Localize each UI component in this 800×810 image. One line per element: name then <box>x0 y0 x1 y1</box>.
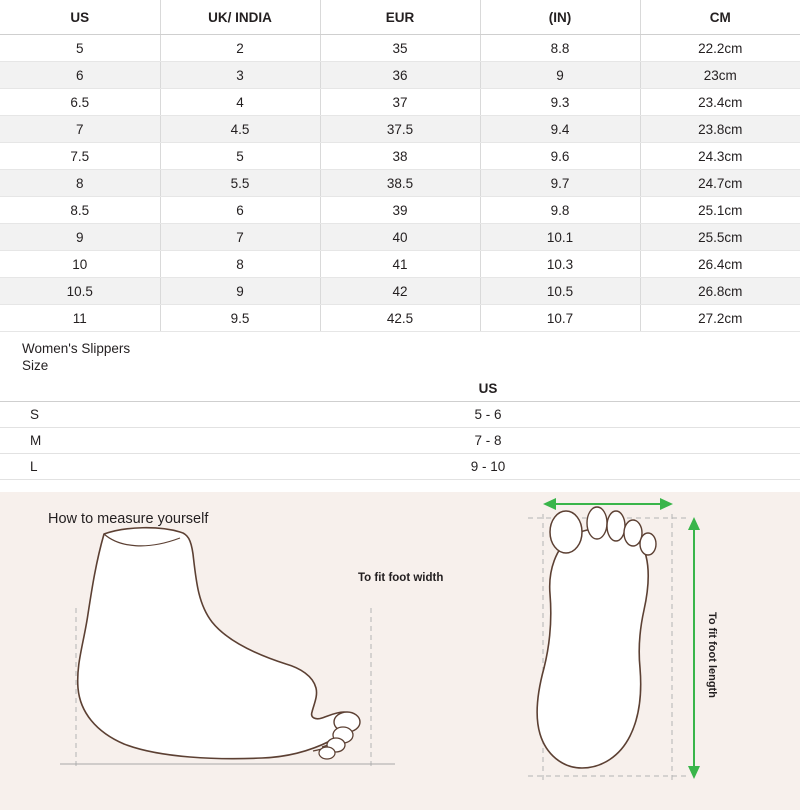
side-foot-illustration <box>60 528 395 770</box>
cell-eur: 42.5 <box>320 305 480 332</box>
table-row <box>0 224 800 251</box>
table-row <box>0 62 800 89</box>
cell-eur: 41 <box>320 251 480 278</box>
table-row <box>0 170 800 197</box>
cell-uk: 5 <box>160 143 320 170</box>
cell-in: 10.7 <box>480 305 640 332</box>
cell-us: 6 <box>0 62 160 89</box>
slippers-cell-empty <box>576 402 800 428</box>
table-row <box>0 454 800 480</box>
fit-foot-width-label: To fit foot width <box>358 572 444 584</box>
table-row <box>0 143 800 170</box>
cell-cm: 24.7cm <box>640 170 800 197</box>
slippers-size-table <box>0 376 800 480</box>
length-arrow-icon <box>688 517 700 779</box>
column-header-in: (IN) <box>480 0 640 35</box>
cell-in: 9.7 <box>480 170 640 197</box>
cell-eur: 37.5 <box>320 116 480 143</box>
cell-eur: 40 <box>320 224 480 251</box>
slippers-cell-empty <box>576 428 800 454</box>
cell-uk: 6 <box>160 197 320 224</box>
cell-us: 5 <box>0 35 160 62</box>
cell-us: 8.5 <box>0 197 160 224</box>
slippers-cell-empty <box>576 454 800 480</box>
cell-eur: 35 <box>320 35 480 62</box>
cell-in: 9.6 <box>480 143 640 170</box>
cell-us: 6.5 <box>0 89 160 116</box>
cell-eur: 37 <box>320 89 480 116</box>
cell-in: 9.4 <box>480 116 640 143</box>
cell-eur: 42 <box>320 278 480 305</box>
table-row <box>0 35 800 62</box>
cell-us: 10 <box>0 251 160 278</box>
cell-us: 7.5 <box>0 143 160 170</box>
cell-us: 11 <box>0 305 160 332</box>
table-row <box>0 402 800 428</box>
table-row <box>0 89 800 116</box>
cell-uk: 7 <box>160 224 320 251</box>
cell-eur: 38.5 <box>320 170 480 197</box>
slippers-size-label: L <box>0 454 400 480</box>
table-row <box>0 428 800 454</box>
cell-in: 8.8 <box>480 35 640 62</box>
slippers-size-label: M <box>0 428 400 454</box>
cell-in: 10.5 <box>480 278 640 305</box>
cell-uk: 9.5 <box>160 305 320 332</box>
cell-uk: 2 <box>160 35 320 62</box>
cell-in: 9.3 <box>480 89 640 116</box>
cell-cm: 23.8cm <box>640 116 800 143</box>
slippers-header-spacer <box>0 376 400 402</box>
slippers-column-header-us: US <box>400 376 576 402</box>
cell-cm: 22.2cm <box>640 35 800 62</box>
table-row <box>0 116 800 143</box>
cell-cm: 26.8cm <box>640 278 800 305</box>
table-header-row <box>0 0 800 35</box>
slippers-us-value: 5 - 6 <box>400 402 576 428</box>
cell-cm: 23cm <box>640 62 800 89</box>
cell-cm: 24.3cm <box>640 143 800 170</box>
slippers-title-line-1: Women's Slippers <box>22 341 131 356</box>
table-row <box>0 305 800 332</box>
slippers-header-spacer-right <box>576 376 800 402</box>
how-to-measure-title: How to measure yourself <box>48 511 209 527</box>
cell-in: 9.8 <box>480 197 640 224</box>
fit-foot-length-label: To fit foot length <box>706 612 718 698</box>
top-foot-illustration <box>528 498 700 780</box>
table-row <box>0 278 800 305</box>
cell-in: 10.3 <box>480 251 640 278</box>
cell-in: 10.1 <box>480 224 640 251</box>
cell-uk: 4 <box>160 89 320 116</box>
cell-us: 7 <box>0 116 160 143</box>
cell-cm: 26.4cm <box>640 251 800 278</box>
column-header-uk-india: UK/ INDIA <box>160 0 320 35</box>
cell-eur: 38 <box>320 143 480 170</box>
slippers-size-label: S <box>0 402 400 428</box>
cell-eur: 36 <box>320 62 480 89</box>
slippers-header-row <box>0 376 800 402</box>
cell-in: 9 <box>480 62 640 89</box>
cell-cm: 25.5cm <box>640 224 800 251</box>
column-header-us: US <box>0 0 160 35</box>
cell-uk: 5.5 <box>160 170 320 197</box>
cell-uk: 8 <box>160 251 320 278</box>
column-header-eur: EUR <box>320 0 480 35</box>
cell-us: 10.5 <box>0 278 160 305</box>
slippers-section-title <box>0 332 800 374</box>
cell-cm: 27.2cm <box>640 305 800 332</box>
cell-cm: 23.4cm <box>640 89 800 116</box>
cell-cm: 25.1cm <box>640 197 800 224</box>
how-to-measure-panel <box>0 492 800 810</box>
cell-eur: 39 <box>320 197 480 224</box>
column-header-cm: CM <box>640 0 800 35</box>
cell-uk: 4.5 <box>160 116 320 143</box>
size-conversion-table <box>0 0 800 332</box>
cell-uk: 3 <box>160 62 320 89</box>
width-arrow-icon <box>543 498 673 510</box>
cell-uk: 9 <box>160 278 320 305</box>
foot-measurement-diagram <box>0 492 800 810</box>
cell-us: 8 <box>0 170 160 197</box>
slippers-title-line-2: Size <box>22 358 49 373</box>
table-row <box>0 251 800 278</box>
slippers-us-value: 9 - 10 <box>400 454 576 480</box>
slippers-us-value: 7 - 8 <box>400 428 576 454</box>
cell-us: 9 <box>0 224 160 251</box>
table-row <box>0 197 800 224</box>
